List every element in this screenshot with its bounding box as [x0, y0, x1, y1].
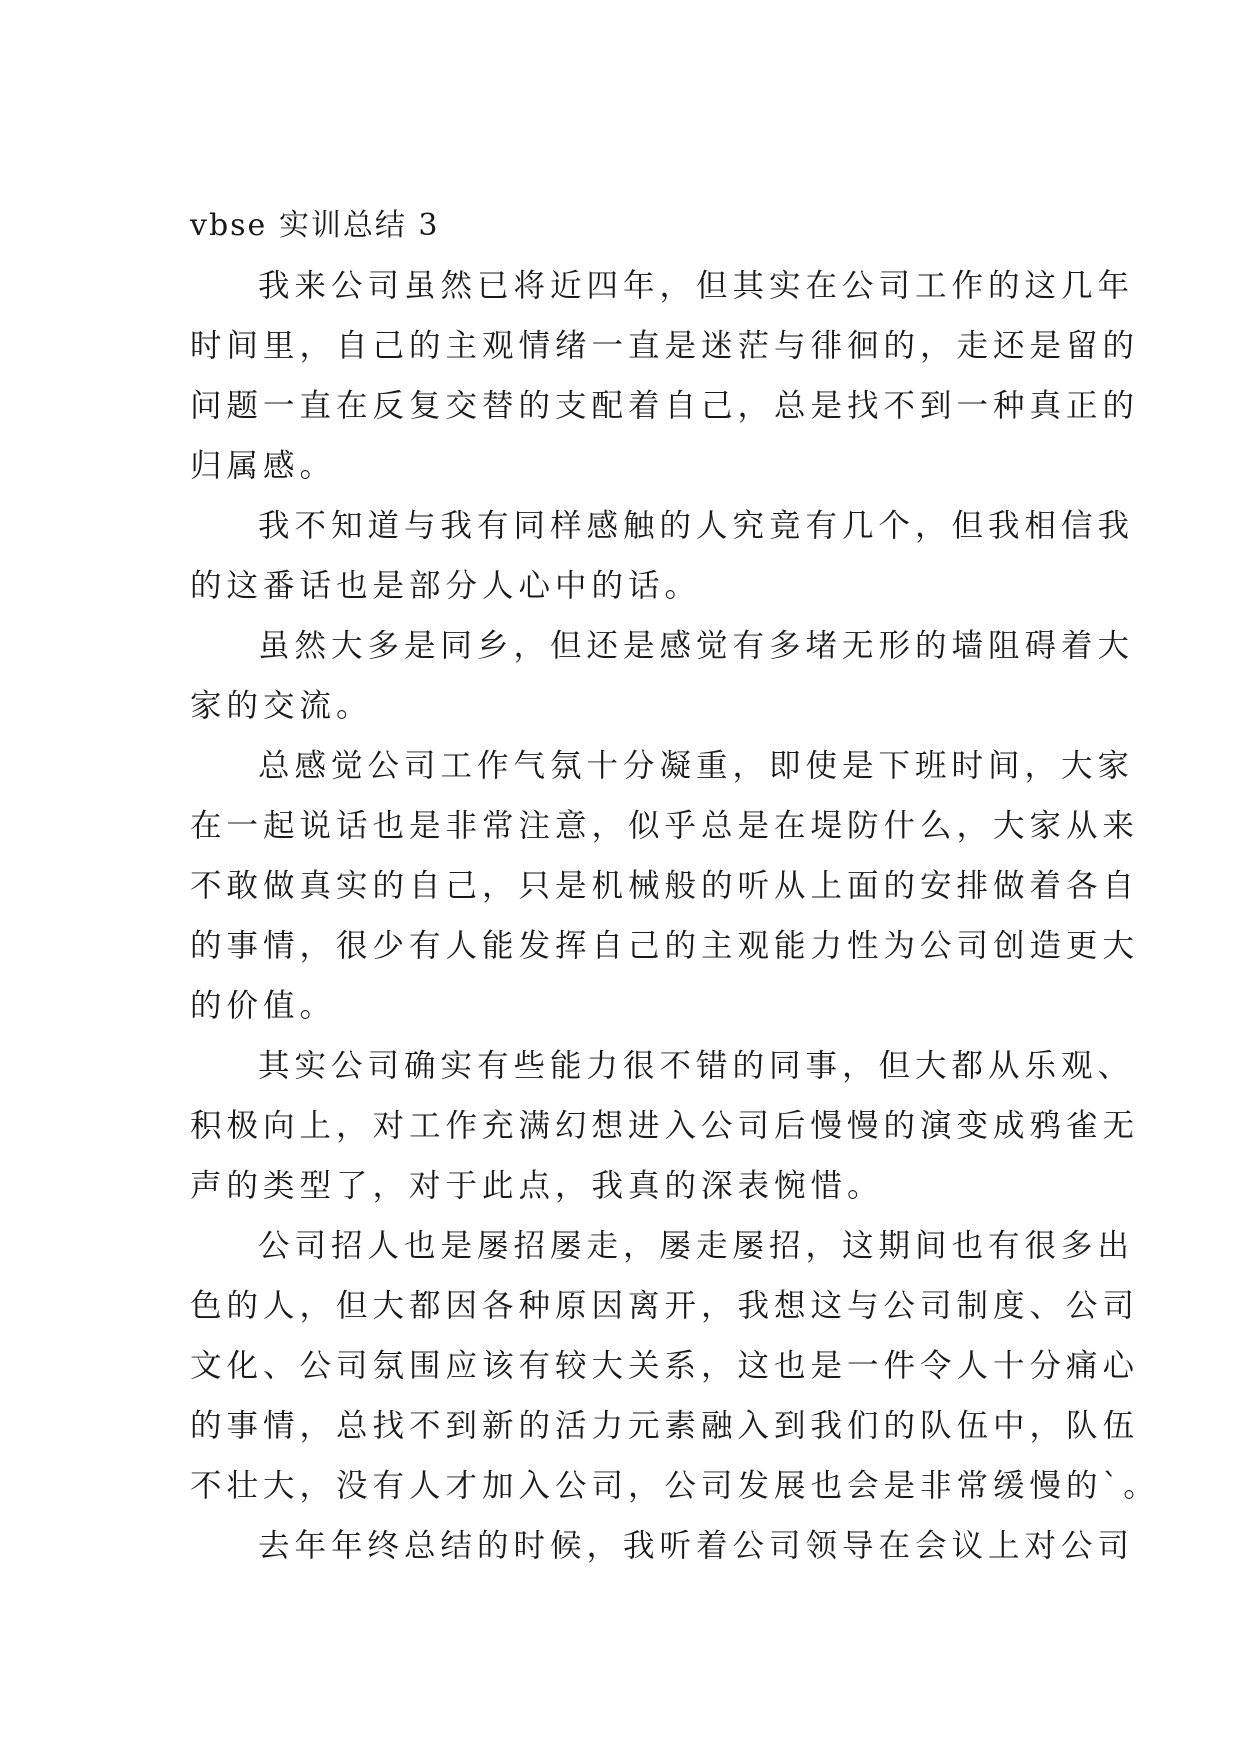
document-title: vbse 实训总结 3 [190, 208, 440, 243]
paragraph-3 [190, 616, 1135, 736]
text-line: 总感觉公司工作气氛十分凝重，即使是下班时间，大家 [258, 748, 1135, 784]
text-line: 归属感。 [190, 448, 337, 484]
text-line: 声的类型了，对于此点，我真的深表惋惜。 [190, 1168, 884, 1204]
text-line: 其实公司确实有些能力很不错的同事，但大都从乐观、 [258, 1048, 1135, 1084]
text-line: 虽然大多是同乡，但还是感觉有多堵无形的墙阻碍着大 [258, 628, 1135, 664]
text-line: 不壮大，没有人才加入公司，公司发展也会是非常缓慢的`。 [190, 1468, 1160, 1504]
document-body [190, 196, 1160, 1576]
paragraph-4 [190, 736, 1140, 1036]
text-line: 我来公司虽然已将近四年，但其实在公司工作的这几年 [258, 268, 1135, 304]
text-line: 时间里，自己的主观情绪一直是迷茫与徘徊的，走还是留的 [190, 328, 1140, 364]
text-line: 色的人，但大都因各种原因离开，我想这与公司制度、公司 [190, 1288, 1140, 1324]
paragraph-5 [190, 1036, 1140, 1216]
text-line: 的事情，总找不到新的活力元素融入到我们的队伍中，队伍 [190, 1408, 1140, 1444]
text-line: 不敢做真实的自己，只是机械般的听从上面的安排做着各自 [190, 868, 1140, 904]
text-line: 的价值。 [190, 988, 337, 1024]
text-line: 问题一直在反复交替的支配着自己，总是找不到一种真正的 [190, 388, 1140, 424]
text-line: 的这番话也是部分人心中的话。 [190, 568, 702, 604]
text-line: 去年年终总结的时候，我听着公司领导在会议上对公司 [258, 1528, 1135, 1564]
paragraph-1 [190, 256, 1140, 496]
text-line: 在一起说话也是非常注意，似乎总是在堤防什么，大家从来 [190, 808, 1140, 844]
text-line: 家的交流。 [190, 688, 373, 724]
paragraph-7 [190, 1516, 1135, 1576]
text-line: 公司招人也是屡招屡走，屡走屡招，这期间也有很多出 [258, 1228, 1135, 1264]
text-line: 积极向上，对工作充满幻想进入公司后慢慢的演变成鸦雀无 [190, 1108, 1140, 1144]
text-line: 我不知道与我有同样感触的人究竟有几个，但我相信我 [258, 508, 1135, 544]
paragraph-2 [190, 496, 1135, 616]
paragraph-6 [190, 1216, 1160, 1516]
text-line: 文化、公司氛围应该有较大关系，这也是一件令人十分痛心 [190, 1348, 1140, 1384]
text-line: 的事情，很少有人能发挥自己的主观能力性为公司创造更大 [190, 928, 1140, 964]
